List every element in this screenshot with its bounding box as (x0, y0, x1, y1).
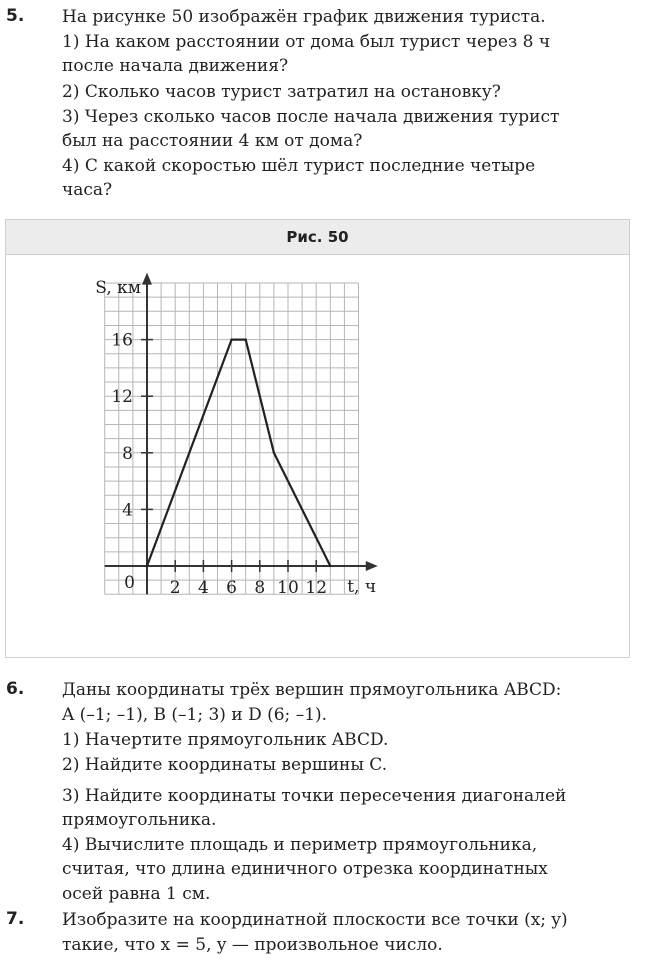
x-tick-label: 8 (254, 578, 266, 598)
problem-5-line: 4) С какой скоростью шёл турист последние четыре (62, 156, 536, 176)
y-tick-label: 16 (111, 330, 133, 351)
x-tick-label: 6 (226, 578, 238, 598)
problem-5-line: 1) На каком расстоянии от дома был турист через 8 ч (62, 32, 551, 52)
figure-title: Рис. 50 (6, 220, 629, 255)
y-tick-label: 4 (122, 500, 133, 521)
problem-6-line: Даны координаты трёх вершин прямоугольника ABCD: (62, 680, 562, 700)
problem-6-line: 1) Начертите прямоугольник ABCD. (62, 730, 389, 750)
problem-6-line: осей равна 1 см. (62, 884, 211, 904)
problem-6-line: считая, что длина единичного отрезка координатных (62, 859, 548, 879)
problem-6-line: прямоугольника. (62, 810, 217, 830)
problem-6-line: 2) Найдите координаты вершины C. (62, 755, 388, 775)
problem-6-line: 4) Вычислите площадь и периметр прямоугольника, (62, 835, 538, 855)
x-tick-label: 2 (169, 578, 181, 598)
x-tick-label: 4 (197, 578, 209, 598)
x-tick-label: 12 (305, 578, 328, 598)
x-axis-label: t, ч (347, 577, 377, 597)
problem-5-number: 5. (6, 6, 25, 26)
problem-5-line: был на расстоянии 4 км от дома? (62, 131, 363, 151)
y-axis-label: S, км (95, 277, 141, 298)
problem-5-line: На рисунке 50 изображён график движения туриста. (62, 7, 546, 27)
problem-5-line: часа? (62, 180, 113, 200)
problem-7-line: Изобразите на координатной плоскости все точки (x; y) (62, 910, 568, 930)
figure-box (5, 219, 630, 658)
problem-6-line: 3) Найдите координаты точки пересечения диагоналей (62, 786, 567, 806)
y-tick-label: 8 (122, 443, 133, 464)
problem-7-number: 7. (6, 909, 25, 929)
x-tick-label: 10 (277, 578, 299, 598)
problem-5-line: после начала движения? (62, 56, 289, 76)
problem-7-line: такие, что x = 5, y — произвольное число. (62, 935, 443, 955)
problem-5-line: 2) Сколько часов турист затратил на остановку? (62, 82, 501, 102)
origin-label: 0 (124, 573, 135, 593)
problem-5-line: 3) Через сколько часов после начала движения турист (62, 107, 560, 127)
problem-6-number: 6. (6, 679, 25, 699)
y-tick-label: 12 (111, 387, 133, 408)
problem-6-line: A (–1; –1), B (–1; 3) и D (6; –1). (62, 705, 328, 725)
